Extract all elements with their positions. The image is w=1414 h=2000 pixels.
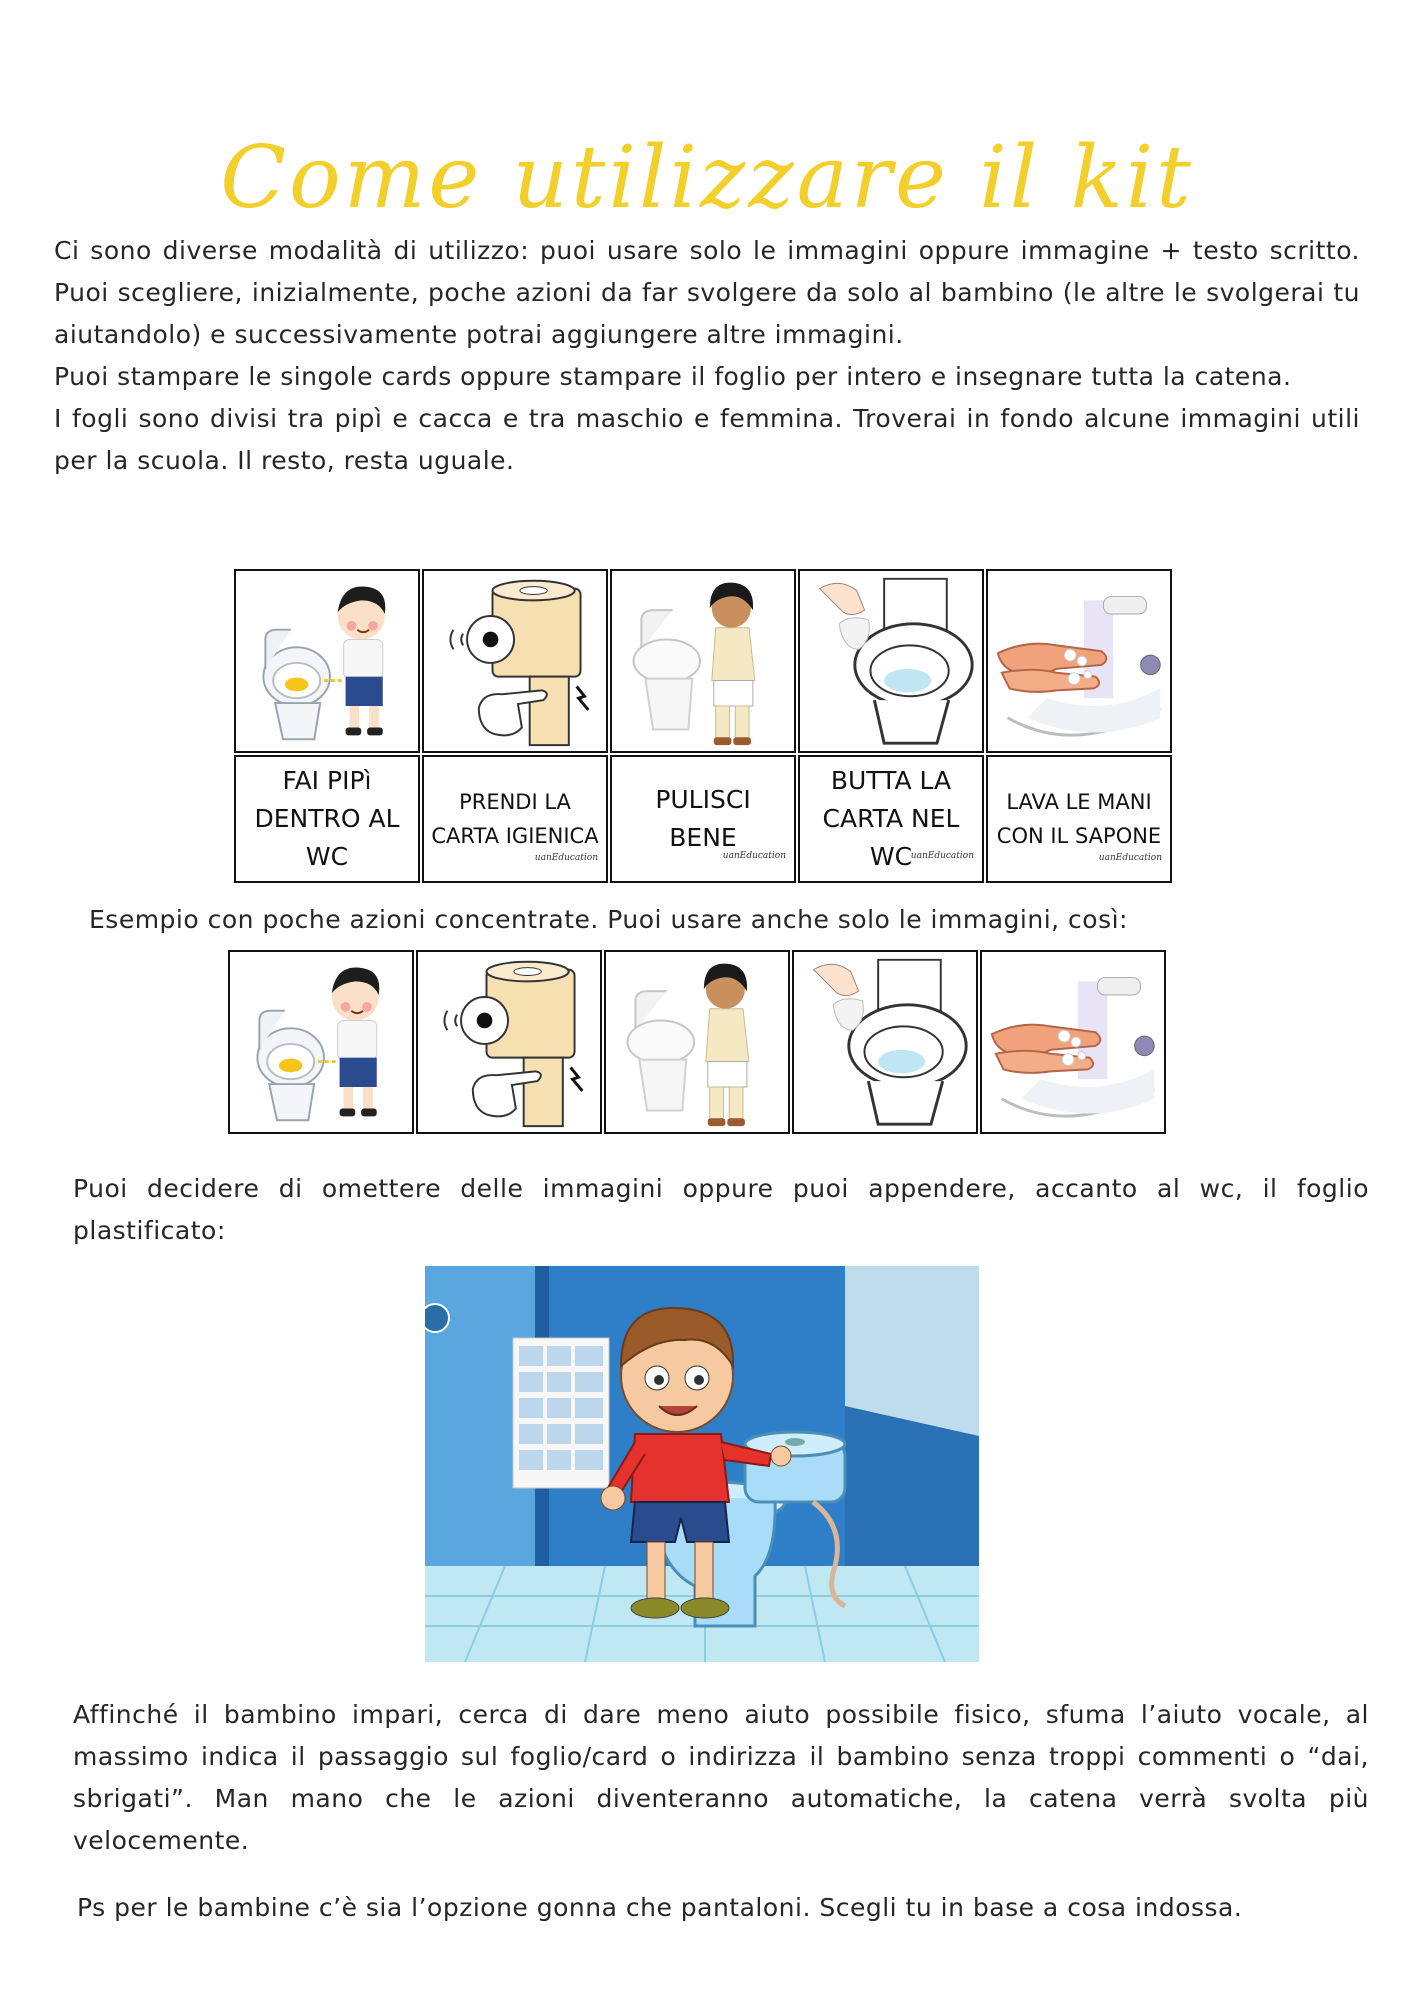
card-image-1 [228, 950, 414, 1134]
card-label-text: LAVA LE MANI CON IL SAPONE [996, 790, 1162, 848]
card-label-text: BUTTA LA CARTA NEL WC [822, 766, 960, 871]
boy-peeing-icon [230, 952, 412, 1132]
intro-paragraph-2: Puoi stampare le singole cards oppure stampare il foglio per intero e insegnare tutta la catena. [54, 362, 1292, 391]
card-image-row-2 [228, 950, 1166, 1134]
watermark: uanEducation [910, 851, 974, 861]
boy-peeing-icon [236, 571, 418, 751]
card-image-row-1 [234, 569, 1172, 753]
card-image-3 [610, 569, 796, 753]
closing-paragraph: Affinché il bambino impari, cerca di dare meno aiuto possibile fisico, sfuma l’aiuto vocale, al massimo indica il passaggio sul foglio/card o indirizza il bambino senza troppi commenti o “dai, sbrigati”. Man mano che le azioni diventeranno automatiche, la catena verrà svolta più velocemente. [73, 1700, 1369, 1855]
toilet-paper-icon [424, 571, 606, 751]
card-label-4 [798, 755, 984, 883]
card-image-2 [416, 950, 602, 1134]
card-label-text: FAI PIPì DENTRO AL WC [254, 766, 400, 871]
card-label-2 [422, 755, 608, 883]
boy-wiping-icon [612, 571, 794, 751]
caption-laminated-sheet: Puoi decidere di omettere delle immagini oppure puoi appendere, accanto al wc, il foglio plastificato: [73, 1174, 1369, 1245]
card-label-text: PULISCI BENE [655, 785, 751, 852]
paper-in-toilet-icon [794, 952, 976, 1132]
intro-paragraph-1: Ci sono diverse modalità di utilizzo: puoi usare solo le immagini oppure immagine + testo scritto. Puoi scegliere, inizialmente, poche azioni da far svolgere da solo al bambino (le altre le svolgerai tu aiutandolo) e successivamente potrai aggiungere altre immagini. [54, 236, 1360, 349]
washing-hands-icon [982, 952, 1164, 1132]
card-label-1 [234, 755, 420, 883]
card-image-5 [986, 569, 1172, 753]
card-image-2 [422, 569, 608, 753]
watermark: uanEducation [534, 853, 598, 863]
watermark: uanEducation [722, 851, 786, 861]
bathroom-scene-illustration [425, 1266, 979, 1662]
boy-wiping-icon [606, 952, 788, 1132]
intro-text [54, 230, 1360, 482]
paper-in-toilet-icon [800, 571, 982, 751]
card-image-1 [234, 569, 420, 753]
card-label-row [234, 755, 1172, 883]
washing-hands-icon [988, 571, 1170, 751]
intro-paragraph-3: I fogli sono divisi tra pipì e cacca e tra maschio e femmina. Troverai in fondo alcune immagini utili per la scuola. Il resto, resta uguale. [54, 404, 1360, 475]
ps-note: Ps per le bambine c’è sia l’opzione gonna che pantaloni. Scegli tu in base a cosa indossa. [77, 1893, 1243, 1922]
page-title: Come utilizzare il kit [220, 127, 1194, 228]
card-label-text: PRENDI LA CARTA IGIENICA [431, 790, 599, 848]
card-label-5 [986, 755, 1172, 883]
card-label-3 [610, 755, 796, 883]
toilet-paper-icon [418, 952, 600, 1132]
card-image-5 [980, 950, 1166, 1134]
watermark: uanEducation [1098, 853, 1162, 863]
card-image-4 [798, 569, 984, 753]
card-image-4 [792, 950, 978, 1134]
card-image-3 [604, 950, 790, 1134]
caption-example: Esempio con poche azioni concentrate. Puoi usare anche solo le immagini, così: [89, 905, 1128, 934]
